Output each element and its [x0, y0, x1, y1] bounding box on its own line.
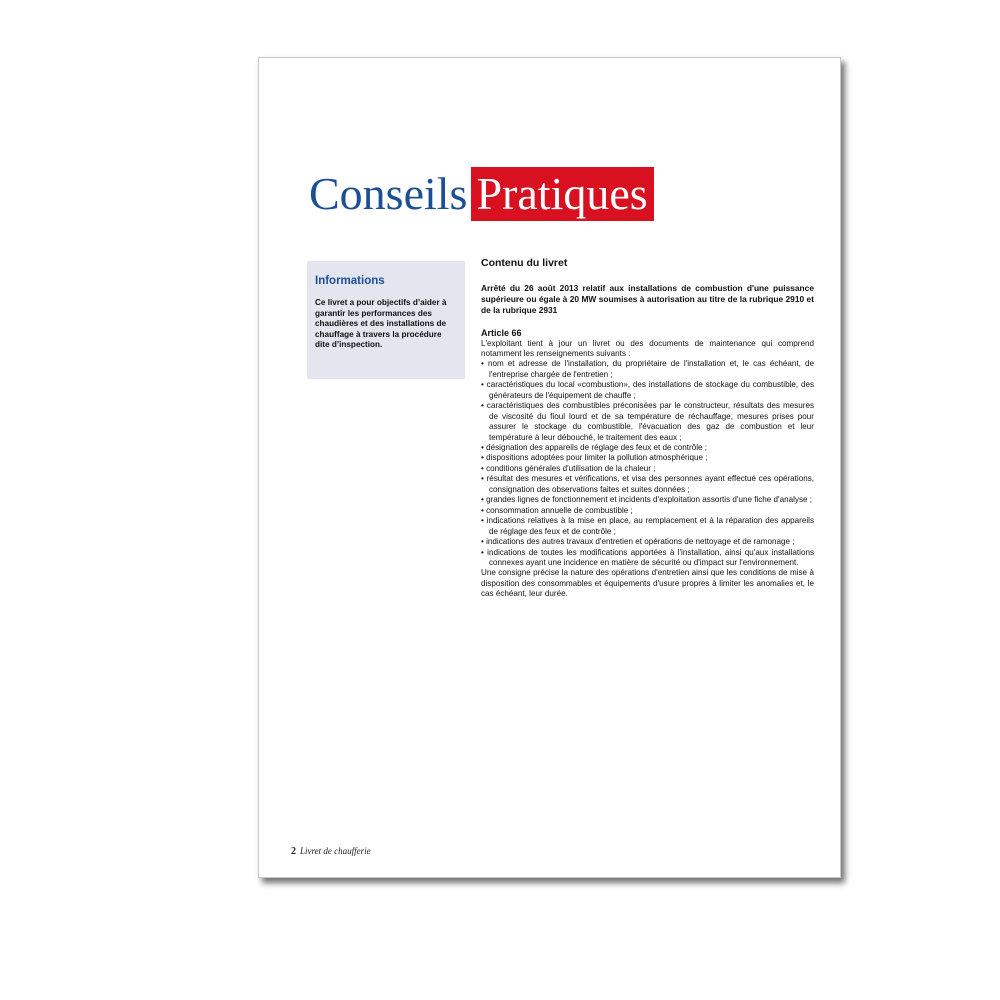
info-sidebar-title: Informations [315, 275, 385, 287]
list-item: • consommation annuelle de combustible ; [481, 506, 814, 516]
closing-paragraph: Une consigne précise la nature des opérations d'entretien ainsi que les conditions de mise à disposition des consommables et équipements d'usure propres à limiter les anomalies et, le cas échéant, leur durée. [481, 568, 814, 599]
list-item: • conditions générales d'utilisation de la chaleur ; [481, 464, 814, 474]
article-intro: L'exploitant tient à jour un livret ou des documents de maintenance qui comprend notamment les renseignements suivants : [481, 338, 814, 358]
document-page [258, 57, 841, 878]
title-word-conseils: Conseils [309, 168, 468, 219]
info-sidebar [307, 261, 465, 379]
list-item: • caractéristiques du local «combustion», des installations de stockage du combustible, des générateurs de l'équipement de chauffe ; [481, 380, 814, 401]
list-item: • indications relatives à la mise en place, au remplacement et à la réparation des appareils de réglage des feux et de contrôle ; [481, 516, 814, 537]
title-word-pratiques: Pratiques [471, 167, 653, 221]
list-item: • indications des autres travaux d'entretien et opérations de nettoyage et de ramonage ; [481, 537, 814, 547]
article-title: Article 66 [481, 328, 522, 338]
decree-title: Arrêté du 26 août 2013 relatif aux installations de combustion d'une puissance supérieure ou égale à 20 MW soumises à autorisation au titre de la rubrique 2910 et de la rubrique 2931 [481, 283, 814, 315]
footer-label: Livret de chaufferie [300, 846, 371, 856]
list-item: • désignation des appareils de réglage des feux et de contrôle ; [481, 443, 814, 453]
page-number: 2 [291, 846, 296, 857]
page-footer [291, 846, 371, 857]
list-item: • nom et adresse de l'installation, du propriétaire de l'installation et, le cas échéant, de l'entreprise chargée de l'entretien ; [481, 359, 814, 380]
content-heading: Contenu du livret [481, 257, 568, 269]
list-item: • caractéristiques des combustibles préconisées par le constructeur, résultats des mesures de viscosité du fioul lourd et de sa température de réchauffage, mesures prises pour assurer le stockage du combustible, l'évacuation des gaz de combustion et leur température à leur débouché, le traitement des eaux ; [481, 401, 814, 443]
requirements-list [481, 359, 814, 568]
list-item: • indications de toutes les modifications apportées à l'installation, ainsi qu'aux installations connexes ayant une incidence en matière de sécurité ou d'impact sur l'environnement. [481, 548, 814, 569]
list-item: • grandes lignes de fonctionnement et incidents d'exploitation assortis d'une fiche d'analyse ; [481, 495, 814, 505]
info-sidebar-text: Ce livret a pour objectifs d’aider à garantir les performances des chaudières et des installations de chauffage à travers la procédure dite d’inspection. [315, 298, 447, 350]
list-item: • résultat des mesures et vérifications, et visa des personnes ayant effectué ces opérations, consignation des observations faites et suites données ; [481, 474, 814, 495]
main-content [481, 257, 814, 600]
list-item: • dispositions adoptées pour limiter la pollution atmosphérique ; [481, 453, 814, 463]
page-title [309, 167, 654, 221]
